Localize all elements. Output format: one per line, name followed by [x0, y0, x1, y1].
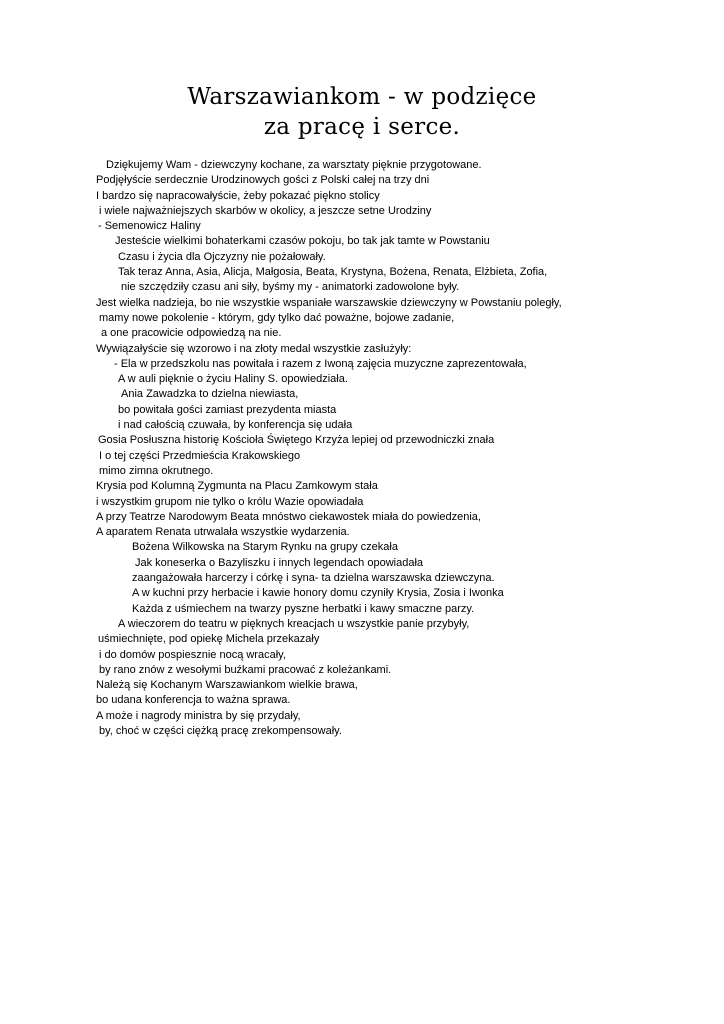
poem-line: Bożena Wilkowska na Starym Rynku na grupy czekała	[132, 541, 398, 554]
poem-line: bo udana konferencja to ważna sprawa.	[96, 694, 291, 707]
poem-line: A w kuchni przy herbacie i kawie honory domu czyniły Krysia, Zosia i Iwonka	[132, 587, 504, 600]
poem-line: mimo zimna okrutnego.	[99, 464, 214, 477]
title-line: Warszawiankom - w podzięce	[187, 84, 537, 110]
poem-line: A przy Teatrze Narodowym Beata mnóstwo ciekawostek miała do powiedzenia,	[96, 510, 481, 523]
document-title	[0, 82, 724, 142]
poem-line: uśmiechnięte, pod opiekę Michela przekazały	[98, 633, 320, 646]
poem-line: nie szczędziły czasu ani siły, byśmy my - animatorki zadowolone były.	[121, 281, 460, 294]
poem-line: i nad całością czuwała, by konferencja się udała	[118, 419, 353, 432]
poem-line: A może i nagrody ministra by się przydały,	[96, 709, 301, 722]
poem-line: Dziękujemy Wam - dziewczyny kochane, za warsztaty pięknie przygotowane.	[106, 159, 482, 171]
poem-line: by, choć w części ciężką pracę zrekompensowały.	[99, 724, 342, 737]
poem-line: - Semenowicz Haliny	[98, 220, 201, 233]
poem-line: Należą się Kochanym Warszawiankom wielkie brawa,	[96, 679, 358, 692]
poem-line: I bardzo się napracowałyście, żeby pokazać piękno stolicy	[96, 189, 380, 202]
poem-line: Jest wielka nadzieja, bo nie wszystkie wspaniałe warszawskie dziewczyny w Powstaniu poległy,	[96, 296, 562, 309]
poem-line: Każda z uśmiechem na twarzy pyszne herbatki i kawy smaczne parzy.	[132, 602, 475, 615]
title-line: za pracę i serce.	[263, 114, 461, 140]
poem-line: i wszystkim grupom nie tylko o królu Wazie opowiadała	[96, 495, 364, 508]
poem-line: i wiele najważniejszych skarbów w okolicy, a jeszcze setne Urodziny	[99, 204, 432, 217]
poem-line: bo powitała gości zamiast prezydenta miasta	[118, 403, 337, 416]
poem-line: a one pracowicie odpowiedzą na nie.	[101, 327, 282, 340]
poem-line: i do domów pospiesznie nocą wracały,	[99, 648, 286, 661]
poem-line: zaangażowała harcerzy i córkę i syna- ta dzielna warszawska dziewczyna.	[132, 572, 495, 585]
poem-line: Krysia pod Kolumną Zygmunta na Placu Zamkowym stała	[96, 480, 378, 493]
poem-line: A aparatem Renata utrwalała wszystkie wydarzenia.	[96, 526, 350, 539]
poem-line: by rano znów z wesołymi buźkami pracować z koleżankami.	[99, 663, 392, 676]
poem-line: Podjęłyście serdecznie Urodzinowych gości z Polski całej na trzy dni	[96, 174, 430, 187]
poem-line: I o tej części Przedmieścia Krakowskiego	[99, 449, 301, 462]
poem-line: Ania Zawadzka to dzielna niewiasta,	[121, 388, 299, 401]
poem-line: Gosia Posłuszna historię Kościoła Świętego Krzyża lepiej od przewodniczki znała	[98, 434, 495, 447]
poem-line: Tak teraz Anna, Asia, Alicja, Małgosia, Beata, Krystyna, Bożena, Renata, Elżbieta, Zofia,	[118, 266, 548, 279]
poem-line: A w auli pięknie o życiu Haliny S. opowiedziała.	[118, 373, 348, 386]
poem-line: Jesteście wielkimi bohaterkami czasów pokoju, bo tak jak tamte w Powstaniu	[115, 235, 490, 248]
poem-line: Czasu i życia dla Ojczyzny nie pożałowały.	[118, 250, 326, 263]
poem-line: Wywiązałyście się wzorowo i na złoty medal wszystkie zasłużyły:	[96, 342, 412, 355]
poem-line: - Ela w przedszkolu nas powitała i razem z Iwoną zajęcia muzyczne zaprezentowała,	[114, 357, 527, 370]
poem-line: A wieczorem do teatru w pięknych kreacjach u wszystkie panie przybyły,	[118, 617, 470, 630]
poem-line: mamy nowe pokolenie - którym, gdy tylko dać poważne, bojowe zadanie,	[99, 311, 455, 324]
poem-line: Jak koneserka o Bazyliszku i innych legendach opowiadała	[135, 556, 424, 569]
poem-body	[0, 158, 724, 739]
